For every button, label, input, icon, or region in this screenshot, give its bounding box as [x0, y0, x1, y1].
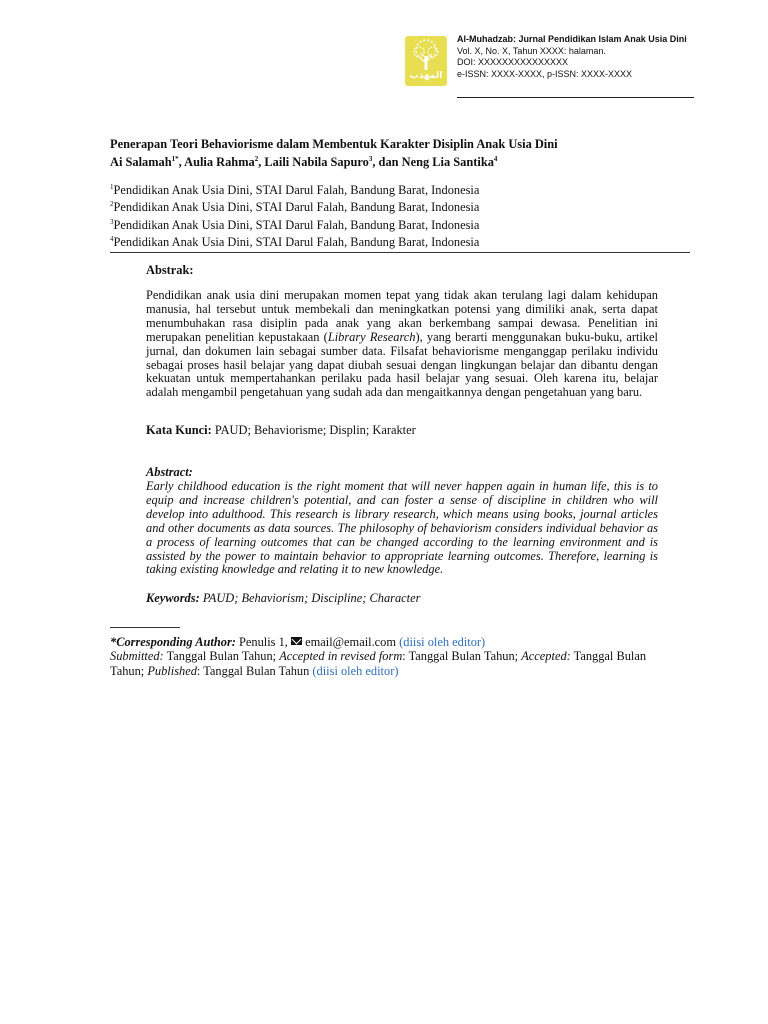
logo-text: المهذب — [409, 71, 443, 81]
author-sup: 4 — [493, 155, 498, 163]
corr-label: *Corresponding Author: — [110, 635, 236, 649]
keywords-label: Keywords: — [146, 591, 200, 605]
affiliation-list — [110, 180, 479, 249]
journal-doi: DOI: XXXXXXXXXXXXXXX — [457, 57, 569, 67]
dates — [110, 649, 655, 678]
kata-kunci-values: PAUD; Behaviorisme; Displin; Karakter — [214, 423, 416, 437]
header-divider — [457, 97, 694, 98]
affiliation — [110, 232, 479, 249]
title-block — [110, 137, 558, 170]
author-sup: 1* — [171, 155, 179, 163]
keywords — [146, 592, 658, 606]
paper-title: Penerapan Teori Behaviorisme dalam Membentuk Karakter Disiplin Anak Usia Dini — [110, 137, 558, 151]
affiliation — [110, 197, 479, 214]
author-sep: , — [178, 155, 185, 169]
author-name: Laili Nabila Sapuro — [264, 155, 369, 169]
author-list — [110, 152, 558, 170]
affiliation-text: Pendidikan Anak Usia Dini, STAI Darul Falah, Bandung Barat, Indonesia — [113, 217, 480, 232]
accepted-label: Accepted: — [521, 649, 571, 664]
affiliation-sup: 4 — [110, 234, 114, 243]
revised-label: Accepted in revised form — [279, 649, 403, 664]
editor-note: (diisi oleh editor) — [312, 663, 399, 678]
abstract-title: Abstract: — [146, 465, 193, 479]
abstrak-text: ), yang berarti menggunakan buku-buku, artikel jurnal, dan dokumen lain sebagai sumber data. Filsafat behaviorisme menganggap perilaku individu sebagai proses hasil belajar yang dapat diubah sesuai dengan lingkungan belajar dan dibantu dengan kekuatan untuk mempertahankan perilaku pada hasil belajar yang sesuai. Oleh karena itu, belajar adalah mengambil pengetahuan yang sudah ada dan mengaitkannya dengan pengetahuan yang baru. — [146, 329, 658, 400]
published-date: : Tanggal Bulan Tahun — [196, 663, 310, 678]
revised-date: : Tanggal Bulan Tahun; — [402, 649, 519, 664]
author-sup: 3 — [368, 155, 373, 163]
affiliation-text: Pendidikan Anak Usia Dini, STAI Darul Falah, Bandung Barat, Indonesia — [113, 183, 480, 197]
kata-kunci-label: Kata Kunci: — [146, 423, 212, 437]
submitted-label: Submitted: — [110, 649, 164, 664]
affiliation-sup: 1 — [110, 183, 114, 191]
journal-volume: Vol. X, No. X, Tahun XXXX: halaman. — [457, 45, 606, 56]
abstrak-italic: Library Research — [327, 329, 416, 344]
author-sup: 2 — [254, 155, 259, 163]
affiliation-text: Pendidikan Anak Usia Dini, STAI Darul Falah, Bandung Barat, Indonesia — [113, 200, 480, 215]
abstrak-title: Abstrak: — [146, 263, 194, 277]
corr-name: Penulis 1, — [239, 635, 288, 649]
author-sep: , — [258, 155, 265, 169]
affiliation-text: Pendidikan Anak Usia Dini, STAI Darul Falah, Bandung Barat, Indonesia — [113, 234, 480, 249]
abstract-heading — [146, 466, 658, 480]
journal-title: Al-Muhadzab: Jurnal Pendidikan Islam Anak Usia Dini — [457, 34, 687, 44]
abstrak-text: Pendidikan anak usia dini merupakan momen tepat yang tidak akan terulang lagi dalam kehidupan manusia, hal tersebut untuk membekali dan meningkatkan potensi yang dimiliki anak, serta dapat menumbuhakan rasa disiplin pada anak yang akan berkembang sampai dewasa. Penelitian ini merupakan penelitian kepustakaan ( — [146, 288, 658, 344]
published-label: Published — [147, 663, 197, 678]
submitted-date: Tanggal Bulan Tahun; — [166, 649, 277, 664]
abstrak-heading — [146, 264, 658, 278]
abstrak-body — [146, 289, 658, 400]
author-name: Neng Lia Santika — [401, 155, 494, 169]
author-name: Ai Salamah — [110, 155, 172, 169]
kata-kunci — [146, 424, 658, 438]
section-divider — [110, 252, 690, 253]
corresponding-author — [110, 635, 655, 649]
author-name: Aulia Rahma — [184, 155, 255, 169]
abstract-body: Early childhood education is the right moment that will never happen again in human life, this is to equip and increase children's potential, and can foster a sense of discipline in children who will develop into adulthood. This research is library research, which means using books, journal articles and other documents as data sources. The philosophy of behaviorism considers individual behavior as a process of learning outcomes that can be changed according to the learning environment and is assisted by the power to maintain behavior to appropriate learning outcomes. Therefore, learning is taking existing knowledge and relating it to new knowledge. — [146, 479, 658, 577]
footnote-divider — [110, 627, 180, 628]
author-sep: , dan — [372, 155, 402, 169]
journal-info — [457, 34, 687, 80]
affiliation-sup: 3 — [110, 217, 114, 226]
journal-logo — [405, 36, 447, 86]
footnote — [110, 635, 655, 678]
journal-header — [405, 34, 690, 98]
affiliation — [110, 180, 479, 197]
editor-note: (diisi oleh editor) — [399, 635, 486, 649]
mail-icon — [291, 637, 302, 645]
accepted-date: Tanggal Bulan Tahun; — [110, 649, 647, 678]
corr-email[interactable]: email@email.com — [305, 635, 397, 649]
affiliation — [110, 215, 479, 232]
keywords-values: PAUD; Behaviorism; Discipline; Character — [202, 591, 421, 605]
journal-issn: e-ISSN: XXXX-XXXX, p-ISSN: XXXX-XXXX — [457, 68, 633, 79]
affiliation-sup: 2 — [110, 200, 114, 209]
